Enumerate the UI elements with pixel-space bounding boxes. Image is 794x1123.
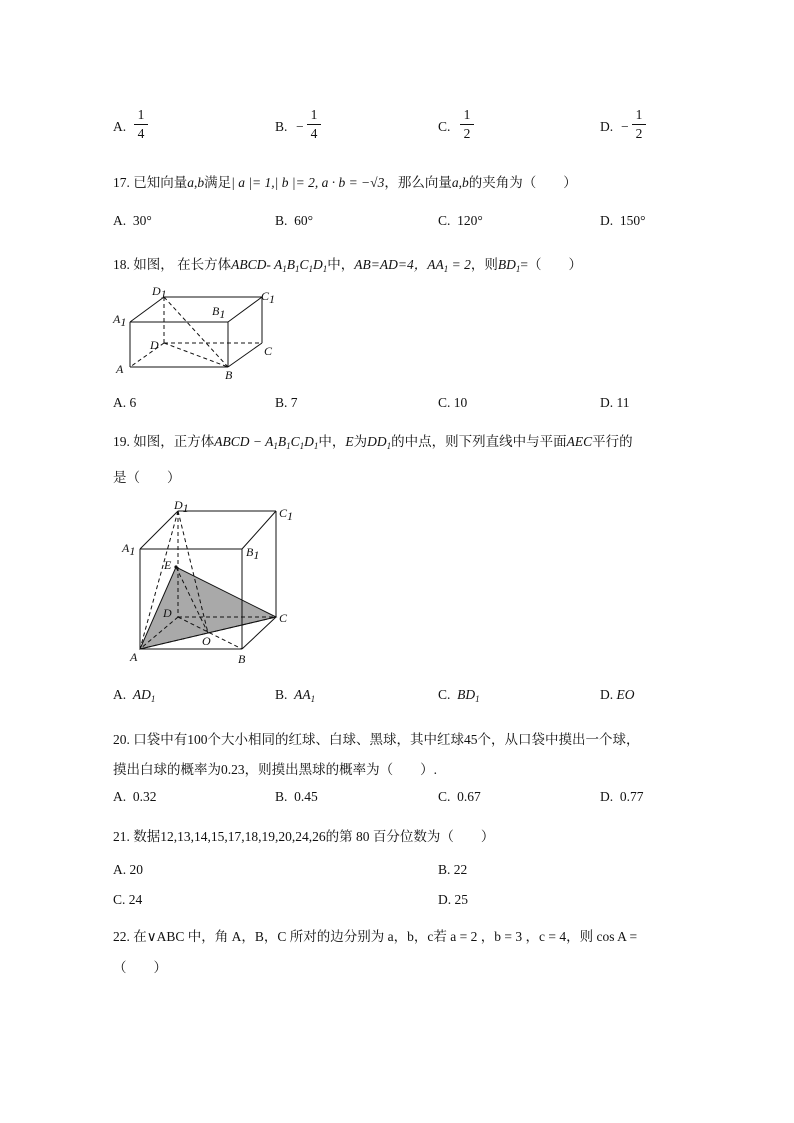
q19-label-a1: A1 [122, 541, 136, 558]
q22-stem-line1 [113, 925, 637, 945]
q19-label-o: O [202, 634, 211, 648]
q17-condition: | a |= 1,| b |= 2, a · b = −√3 [231, 175, 385, 190]
q19-text-b: 中， [318, 434, 346, 449]
q17-comma-2: , [458, 175, 462, 190]
q17-vec-a: a [187, 175, 194, 190]
q19-label-b1: B1 [246, 545, 260, 562]
q19-text-a: 如图，正方体 [133, 434, 215, 449]
q18-label-d1: D1 [152, 284, 167, 301]
q19-option-a: A. $AD_1$ [113, 687, 156, 704]
q19-text-d: 的中点，则下列直线中与平面 [391, 434, 567, 449]
q16-option-b-fraction: 1 4 [307, 108, 321, 141]
q20-option-b: B. 0.45 [275, 789, 318, 804]
q18-condition: AB=AD=4， [354, 257, 428, 272]
q19-cube-figure [118, 495, 318, 670]
q16-option-b-sign: − [296, 119, 304, 134]
q21-option-c: C. 24 [113, 892, 143, 907]
q18-label-c1: C1 [261, 289, 276, 306]
q18-label-b1: B1 [212, 304, 226, 321]
q19-label-d: D [163, 606, 172, 620]
q20-stem-line1 [113, 728, 640, 748]
q17-option-d: D. 150° [600, 213, 646, 228]
q18-label-d: D [150, 338, 159, 352]
q21-option-d: D. 25 [438, 892, 468, 907]
q16-option-c-fraction: 1 2 [460, 108, 474, 141]
q18-stem [113, 253, 582, 273]
q19-label-e: E [164, 558, 172, 572]
q19-point-e: E [345, 434, 354, 449]
q18-text3: ，则 [470, 257, 498, 272]
q19-stem-line2: 是（ ） [113, 470, 181, 485]
q19-option-d: D. EO [600, 687, 635, 702]
q19-option-c: C. $BD_1$ [438, 687, 480, 704]
q18-option-b: B. 7 [275, 395, 298, 410]
q18-option-a: A. 6 [113, 395, 137, 410]
q20-text-1: 口袋中有100个大小相同的红球、白球、黑球，其中红球45个，从口袋中摸出一个球， [133, 732, 640, 747]
q18-text1: 如图， 在长方体 [133, 257, 232, 272]
q19-option-b: B. $AA_1$ [275, 687, 316, 704]
q17-option-b: B. 60° [275, 213, 314, 228]
q19-label-c1: C1 [279, 506, 294, 523]
q21-option-a: A. 20 [113, 862, 143, 877]
q17-text-post: ，那么向量 [384, 175, 452, 190]
q18-solid: ABCD- $A_1B_1C_1D_1$ [231, 257, 328, 274]
q19-text-e: 平行的 [592, 434, 633, 449]
q17-option-c: C. 120° [438, 213, 483, 228]
q18-number: 18. [113, 257, 130, 272]
q19-segment: $DD_1$ [367, 434, 392, 451]
q16-option-d-sign: − [621, 119, 629, 134]
q20-option-d: D. 0.77 [600, 789, 644, 804]
q19-label-d1: D1 [174, 498, 189, 515]
q16-option-d-letter: D. [600, 119, 614, 134]
q18-option-d: D. 11 [600, 395, 630, 410]
q19-number: 19. [113, 434, 130, 449]
q19-plane: AEC [566, 434, 593, 449]
q22-stem-line2: （ ） [113, 960, 167, 975]
q21-option-b: B. 22 [438, 862, 468, 877]
q17-stem [113, 171, 577, 191]
q18-text2: 中， [327, 257, 355, 272]
q22-text-1: 在∨ABC 中，角 A，B，C 所对的边分别为 a，b，c若 a = 2 ，b = 3 ，c = 4，则 cos A = [133, 929, 638, 944]
q19-stem-line1 [113, 430, 633, 450]
q19-text-c: 为 [353, 434, 368, 449]
q18-target: $BD_1$ [497, 257, 521, 274]
q17-vec-a-2: a [451, 175, 459, 190]
q20-number: 20. [113, 732, 130, 747]
q17-text-pre: 已知向量 [133, 175, 188, 190]
q20-option-a: A. 0.32 [113, 789, 157, 804]
q18-label-b: B [225, 368, 233, 382]
q17-option-a: A. 30° [113, 213, 152, 228]
q18-label-c: C [264, 344, 273, 358]
q21-number: 21. [113, 829, 130, 844]
q18-option-c: C. 10 [438, 395, 468, 410]
q21-text: 数据12,13,14,15,17,18,19,20,24,26的第 80 百分位数为（ ） [133, 829, 495, 844]
q19-label-c: C [279, 611, 288, 625]
q16-option-c-letter: C. [438, 119, 451, 134]
q21-stem [113, 825, 494, 845]
q18-label-a1: A1 [113, 312, 127, 329]
q20-stem-line2: 摸出白球的概率为0.23，则摸出黑球的概率为（ ）. [113, 762, 437, 777]
q22-number: 22. [113, 929, 130, 944]
q18-text4: =（ ） [520, 257, 582, 272]
q19-label-a: A [130, 650, 138, 664]
q18-cuboid-figure [108, 283, 288, 383]
q16-option-a-fraction: 1 4 [134, 108, 148, 141]
q19-label-b: B [238, 652, 246, 666]
q20-option-c: C. 0.67 [438, 789, 481, 804]
q17-text-end: 的夹角为（ ） [468, 175, 577, 190]
q16-option-b-letter: B. [275, 119, 288, 134]
q16-option-d-fraction: 1 2 [632, 108, 646, 141]
q17-vec-b-2: b [461, 175, 469, 190]
q18-label-a: A [116, 362, 124, 376]
q17-comma: , [194, 175, 198, 190]
q19-solid: ABCD − $A_1B_1C_1D_1$ [214, 434, 319, 451]
q17-text-mid: 满足 [204, 175, 232, 190]
q17-number: 17. [113, 175, 130, 190]
q18-condition-2: $AA_1 = 2$ [427, 257, 471, 274]
q16-option-a-letter: A. [113, 119, 127, 134]
q17-vec-b: b [197, 175, 205, 190]
